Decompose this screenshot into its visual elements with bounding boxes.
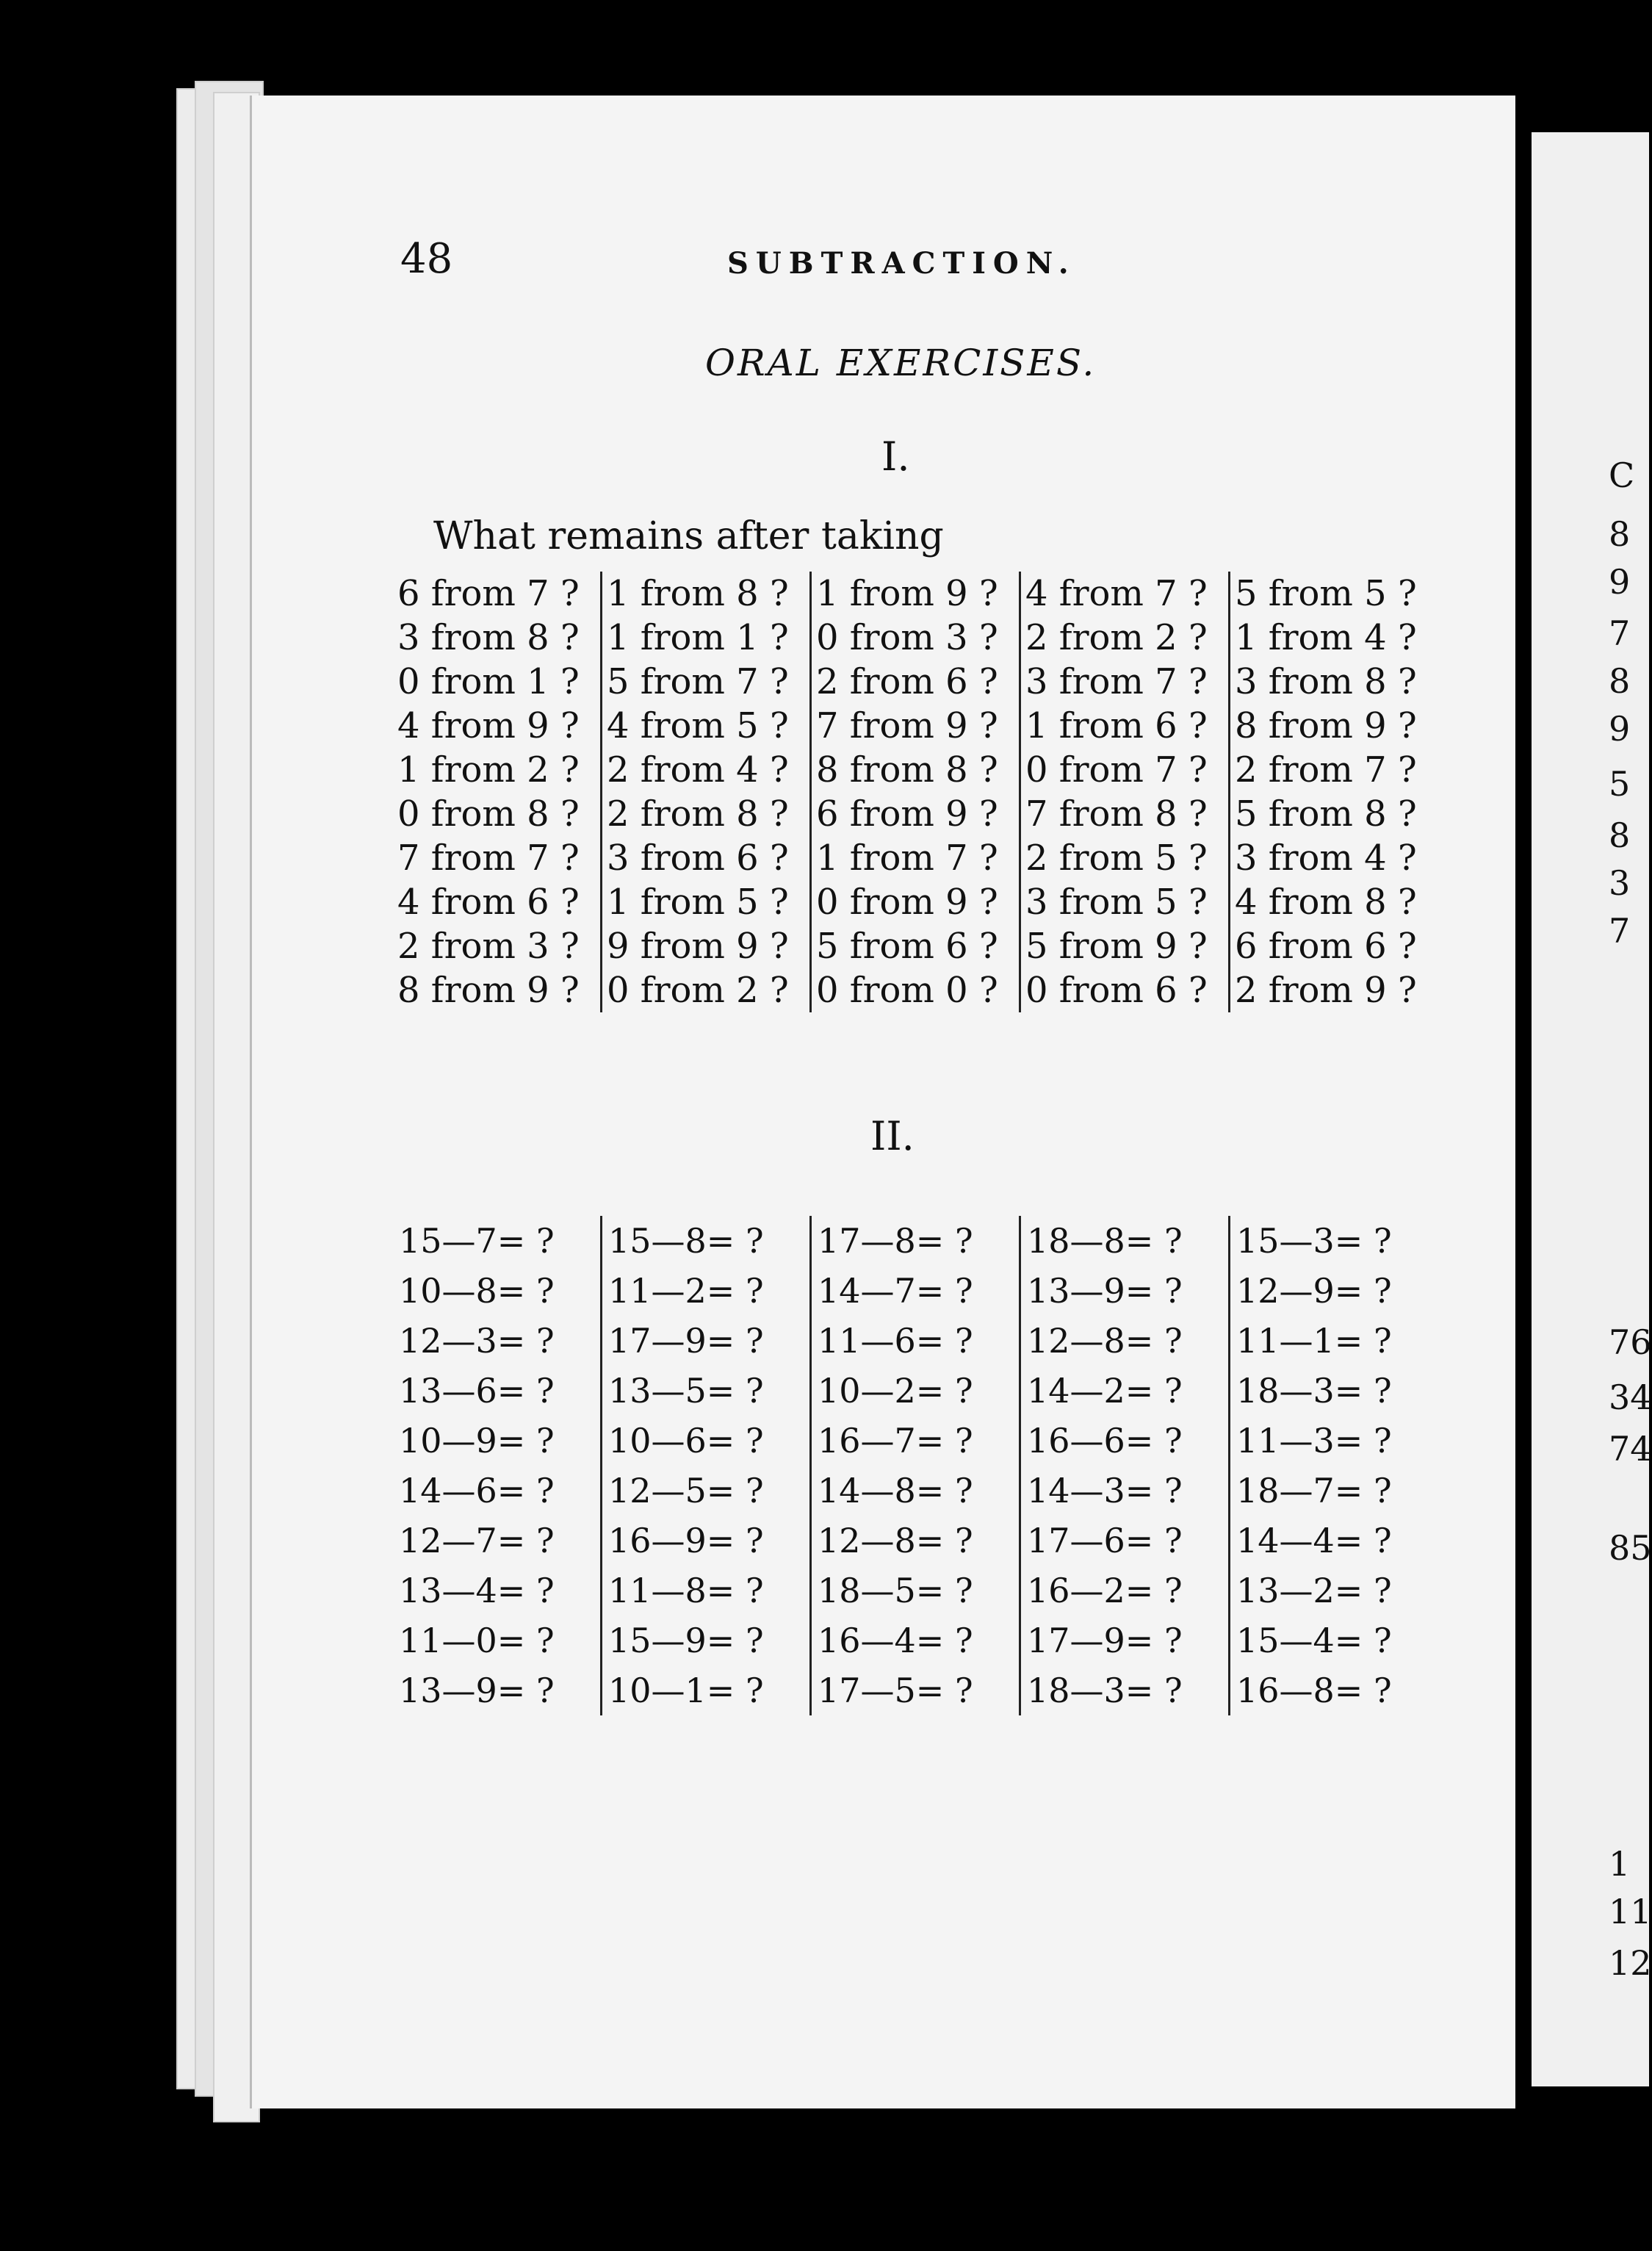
exercise-item: 4 from 6 ? — [397, 882, 580, 923]
exercise-item: 3 from 5 ? — [1025, 882, 1208, 923]
exercise-item: 12—5= ? — [608, 1471, 764, 1510]
exercise-item: 15—4= ? — [1236, 1621, 1392, 1660]
exercise-column — [809, 1216, 1019, 1715]
exercise-item: 18—3= ? — [1236, 1371, 1392, 1411]
exercise-column — [1019, 572, 1228, 1012]
exercise-item: 3 from 8 ? — [1235, 661, 1417, 702]
adjacent-page-fragment: 3 — [1609, 863, 1631, 903]
exercise-item: 11—8= ? — [608, 1571, 764, 1610]
exercise-item: 7 from 8 ? — [1025, 793, 1208, 835]
adjacent-page-fragment: 11 — [1609, 1892, 1652, 1931]
exercise-item: 11—0= ? — [399, 1621, 555, 1660]
exercise-item: 11—1= ? — [1236, 1321, 1392, 1361]
exercise-item: 1 from 4 ? — [1235, 617, 1417, 658]
exercise-item: 14—6= ? — [399, 1471, 555, 1510]
exercise-column — [600, 1216, 809, 1715]
adjacent-page-fragment: 74 — [1609, 1429, 1652, 1469]
exercise-item: 17—9= ? — [608, 1321, 764, 1361]
exercise-item: 5 from 9 ? — [1025, 926, 1208, 967]
exercise-item: 2 from 8 ? — [607, 793, 789, 835]
exercise-item: 1 from 1 ? — [607, 617, 789, 658]
exercise-column — [1228, 572, 1438, 1012]
exercise-item: 10—6= ? — [608, 1421, 764, 1461]
exercise-item: 0 from 6 ? — [1025, 970, 1208, 1011]
exercise-item: 18—7= ? — [1236, 1471, 1392, 1510]
exercise-item: 14—7= ? — [818, 1271, 973, 1311]
exercise-item: 4 from 7 ? — [1025, 573, 1208, 614]
exercise-table-2 — [393, 1216, 1438, 1715]
adjacent-page-fragment: 9 — [1609, 562, 1631, 602]
exercise-item: 10—8= ? — [399, 1271, 555, 1311]
exercise-item: 6 from 9 ? — [816, 793, 998, 835]
adjacent-page-fragment: C — [1609, 455, 1635, 495]
exercise-item: 13—2= ? — [1236, 1571, 1392, 1610]
running-head: SUBTRACTION. — [727, 246, 1076, 281]
exercise-item: 15—3= ? — [1236, 1221, 1392, 1261]
exercise-item: 10—2= ? — [818, 1371, 973, 1411]
exercise-item: 16—2= ? — [1027, 1571, 1183, 1610]
exercise-item: 0 from 8 ? — [397, 793, 580, 835]
adjacent-page-fragment: 85 — [1609, 1528, 1652, 1568]
exercise-item: 16—8= ? — [1236, 1671, 1392, 1710]
exercise-item: 13—5= ? — [608, 1371, 764, 1411]
exercise-item: 13—4= ? — [399, 1571, 555, 1610]
exercise-item: 12—7= ? — [399, 1521, 555, 1560]
exercise-item: 5 from 6 ? — [816, 926, 998, 967]
exercise-item: 12—3= ? — [399, 1321, 555, 1361]
exercise-item: 2 from 4 ? — [607, 749, 789, 790]
exercise-item: 3 from 7 ? — [1025, 661, 1208, 702]
exercise-item: 18—5= ? — [818, 1571, 973, 1610]
exercise-prompt: What remains after taking — [433, 514, 944, 558]
exercise-item: 12—8= ? — [1027, 1321, 1183, 1361]
exercise-item: 3 from 6 ? — [607, 838, 789, 879]
exercise-item: 2 from 7 ? — [1235, 749, 1417, 790]
exercise-item: 2 from 9 ? — [1235, 970, 1417, 1011]
exercise-item: 9 from 9 ? — [607, 926, 789, 967]
adjacent-page-fragment: 12 — [1609, 1943, 1652, 1983]
exercise-item: 5 from 5 ? — [1235, 573, 1417, 614]
exercise-item: 1 from 6 ? — [1025, 705, 1208, 746]
exercise-item: 14—8= ? — [818, 1471, 973, 1510]
exercise-item: 13—6= ? — [399, 1371, 555, 1411]
exercise-item: 11—6= ? — [818, 1321, 973, 1361]
exercise-item: 16—4= ? — [818, 1621, 973, 1660]
exercise-item: 12—8= ? — [818, 1521, 973, 1560]
adjacent-page-fragment: 1 — [1609, 1844, 1631, 1884]
exercise-item: 8 from 8 ? — [816, 749, 998, 790]
adjacent-page-fragment: 9 — [1609, 709, 1631, 749]
exercise-item: 2 from 3 ? — [397, 926, 580, 967]
exercise-item: 17—9= ? — [1027, 1621, 1183, 1660]
exercise-item: 14—2= ? — [1027, 1371, 1183, 1411]
exercise-item: 17—5= ? — [818, 1671, 973, 1710]
exercise-item: 0 from 0 ? — [816, 970, 998, 1011]
exercise-item: 14—3= ? — [1027, 1471, 1183, 1510]
exercise-item: 4 from 5 ? — [607, 705, 789, 746]
exercise-item: 10—1= ? — [608, 1671, 764, 1710]
exercise-item: 7 from 7 ? — [397, 838, 580, 879]
exercise-item: 4 from 9 ? — [397, 705, 580, 746]
exercise-column — [1228, 1216, 1438, 1715]
exercise-table-1 — [393, 572, 1438, 1012]
exercise-item: 8 from 9 ? — [1235, 705, 1417, 746]
exercise-item: 6 from 7 ? — [397, 573, 580, 614]
adjacent-page-fragment: 8 — [1609, 661, 1631, 701]
exercise-item: 1 from 2 ? — [397, 749, 580, 790]
exercise-column — [393, 572, 600, 1012]
exercise-column — [809, 572, 1019, 1012]
exercise-item: 16—7= ? — [818, 1421, 973, 1461]
exercise-item: 8 from 9 ? — [397, 970, 580, 1011]
exercise-item: 0 from 3 ? — [816, 617, 998, 658]
exercise-item: 18—3= ? — [1027, 1671, 1183, 1710]
exercise-item: 17—6= ? — [1027, 1521, 1183, 1560]
exercise-item: 12—9= ? — [1236, 1271, 1392, 1311]
exercise-column — [600, 572, 809, 1012]
adjacent-page-fragment: 7 — [1609, 911, 1631, 951]
exercise-item: 4 from 8 ? — [1235, 882, 1417, 923]
adjacent-page-fragment: 8 — [1609, 514, 1631, 554]
exercise-item: 17—8= ? — [818, 1221, 973, 1261]
adjacent-page-fragment: 76 — [1609, 1322, 1652, 1362]
exercise-item: 0 from 9 ? — [816, 882, 998, 923]
adjacent-page-fragment: 5 — [1609, 764, 1631, 804]
exercise-item: 16—9= ? — [608, 1521, 764, 1560]
adjacent-page-fragment: 8 — [1609, 815, 1631, 855]
exercise-item: 15—9= ? — [608, 1621, 764, 1660]
exercise-item: 3 from 4 ? — [1235, 838, 1417, 879]
adjacent-page — [1532, 132, 1649, 2086]
section-title-2: II. — [870, 1113, 915, 1159]
exercise-item: 0 from 7 ? — [1025, 749, 1208, 790]
exercise-item: 2 from 2 ? — [1025, 617, 1208, 658]
exercise-item: 11—3= ? — [1236, 1421, 1392, 1461]
adjacent-page-fragment: 34 — [1609, 1377, 1652, 1417]
exercise-item: 2 from 5 ? — [1025, 838, 1208, 879]
exercise-column — [1019, 1216, 1228, 1715]
exercise-item: 10—9= ? — [399, 1421, 555, 1461]
exercise-item: 3 from 8 ? — [397, 617, 580, 658]
exercise-item: 1 from 9 ? — [816, 573, 998, 614]
subheading: ORAL EXERCISES. — [705, 342, 1097, 384]
exercise-item: 18—8= ? — [1027, 1221, 1183, 1261]
exercise-item: 5 from 8 ? — [1235, 793, 1417, 835]
page-number: 48 — [400, 235, 453, 283]
book-page — [250, 96, 1515, 2108]
adjacent-page-fragment: 7 — [1609, 613, 1631, 653]
exercise-item: 7 from 9 ? — [816, 705, 998, 746]
exercise-item: 11—2= ? — [608, 1271, 764, 1311]
exercise-column — [393, 1216, 600, 1715]
exercise-item: 15—8= ? — [608, 1221, 764, 1261]
exercise-item: 13—9= ? — [399, 1671, 555, 1710]
exercise-item: 1 from 8 ? — [607, 573, 789, 614]
exercise-item: 0 from 1 ? — [397, 661, 580, 702]
exercise-item: 1 from 7 ? — [816, 838, 998, 879]
exercise-item: 14—4= ? — [1236, 1521, 1392, 1560]
exercise-item: 6 from 6 ? — [1235, 926, 1417, 967]
exercise-item: 1 from 5 ? — [607, 882, 789, 923]
exercise-item: 0 from 2 ? — [607, 970, 789, 1011]
section-title-1: I. — [881, 433, 910, 480]
exercise-item: 15—7= ? — [399, 1221, 555, 1261]
exercise-item: 2 from 6 ? — [816, 661, 998, 702]
exercise-item: 16—6= ? — [1027, 1421, 1183, 1461]
exercise-item: 13—9= ? — [1027, 1271, 1183, 1311]
exercise-item: 5 from 7 ? — [607, 661, 789, 702]
